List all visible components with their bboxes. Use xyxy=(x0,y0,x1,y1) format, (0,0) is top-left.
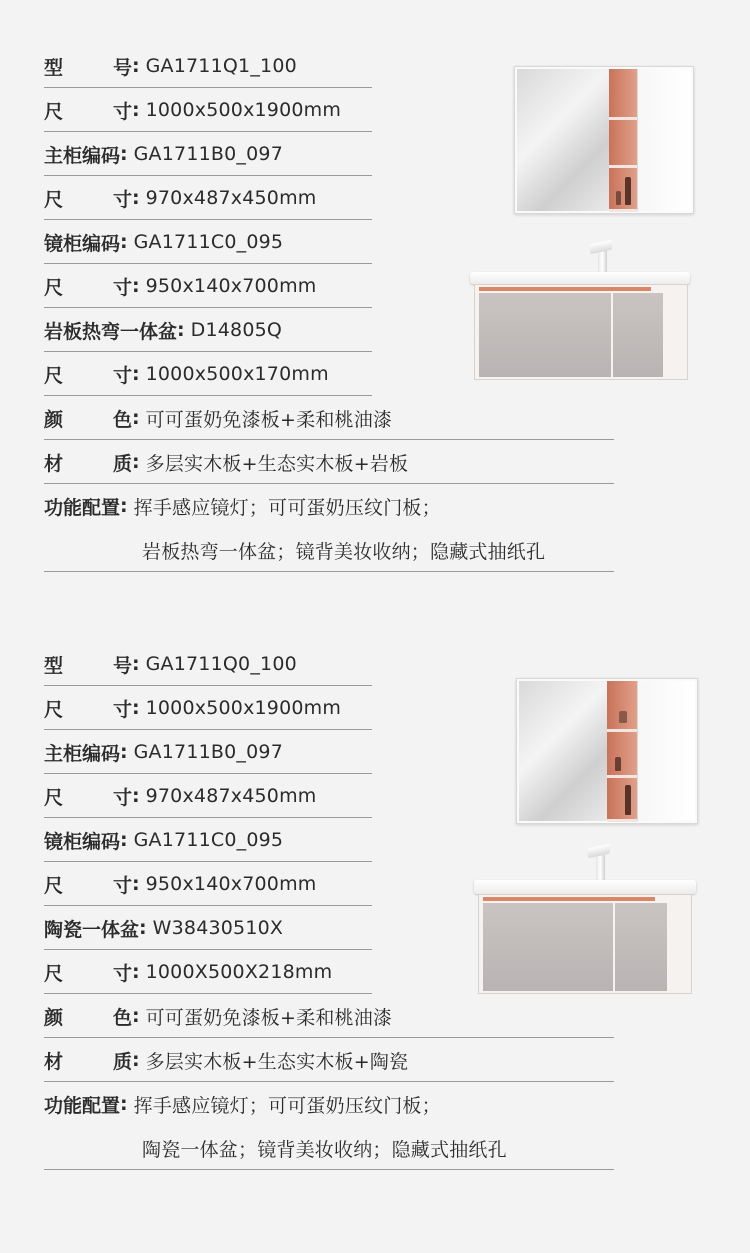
spec-value: 可可蛋奶免漆板+柔和桃油漆 xyxy=(145,408,393,431)
spec-label: 尺 寸 xyxy=(44,100,132,123)
spec-label: 型 号 xyxy=(44,56,132,79)
spec-label: 尺 寸 xyxy=(44,962,132,985)
spec-label: 尺 寸 xyxy=(44,698,132,721)
spec-row-size: 尺 寸 : 950x140x700mm xyxy=(44,264,317,308)
spec-label: 尺 寸 xyxy=(44,276,132,299)
spec-value: 1000x500x170mm xyxy=(145,363,329,385)
spec-value: 970x487x450mm xyxy=(145,785,317,807)
spec-row-size: 尺 寸 : 1000x500x1900mm xyxy=(44,686,341,730)
spec-value: 多层实木板+生态实木板+陶瓷 xyxy=(145,1050,409,1073)
product-image-vanity-1 xyxy=(470,66,710,386)
spec-row-main-cabinet-code: 主柜编码 : GA1711B0_097 xyxy=(44,730,283,774)
spec-row-size: 尺 寸 : 1000x500x1900mm xyxy=(44,88,341,132)
spec-row-size: 尺 寸 : 950x140x700mm xyxy=(44,862,317,906)
spec-row-size: 尺 寸 : 970x487x450mm xyxy=(44,774,317,818)
spec-value: 多层实木板+生态实木板+岩板 xyxy=(145,452,409,475)
spec-label: 材 质 xyxy=(44,1050,132,1073)
spec-label: 功能配置 xyxy=(44,496,121,519)
product-image-vanity-2 xyxy=(474,678,714,998)
spec-value: 1000x500x1900mm xyxy=(145,697,342,719)
spec-label: 岩板热弯一体盆 xyxy=(44,320,178,343)
spec-value: 挥手感应镜灯；可可蛋奶压纹门板； xyxy=(133,496,441,519)
spec-value: W38430510X xyxy=(152,917,284,939)
mirror-cabinet xyxy=(516,678,698,824)
spec-label: 颜 色 xyxy=(44,408,132,431)
spec-row-model: 型 号 : GA1711Q1_100 xyxy=(44,44,297,88)
spec-row-basin: 陶瓷一体盆 : W38430510X xyxy=(44,906,283,950)
spec-value: 可可蛋奶免漆板+柔和桃油漆 xyxy=(145,1006,393,1029)
spec-row-mirror-cabinet-code: 镜柜编码 : GA1711C0_095 xyxy=(44,220,283,264)
spec-value: 950x140x700mm xyxy=(145,275,317,297)
spec-value: 950x140x700mm xyxy=(145,873,317,895)
spec-label: 功能配置 xyxy=(44,1094,121,1117)
spec-row-basin: 岩板热弯一体盆 : D14805Q xyxy=(44,308,282,352)
spec-value: 挥手感应镜灯；可可蛋奶压纹门板； xyxy=(133,1094,441,1117)
spec-row-material: 材 质 : 多层实木板+生态实木板+陶瓷 xyxy=(44,1038,408,1082)
spec-label: 尺 寸 xyxy=(44,188,132,211)
spec-label: 尺 寸 xyxy=(44,364,132,387)
spec-value: GA1711Q1_100 xyxy=(145,55,297,77)
spec-value: GA1711C0_095 xyxy=(133,829,284,851)
spec-features-continuation: 陶瓷一体盆；镜背美妆收纳；隐藏式抽纸孔 xyxy=(142,1126,507,1170)
spec-label: 型 号 xyxy=(44,654,132,677)
main-cabinet xyxy=(478,894,692,994)
main-cabinet xyxy=(474,284,688,380)
spec-row-features: 功能配置 : 挥手感应镜灯；可可蛋奶压纹门板； xyxy=(44,1082,441,1126)
spec-label: 主柜编码 xyxy=(44,144,121,167)
countertop xyxy=(470,272,690,284)
spec-label: 颜 色 xyxy=(44,1006,132,1029)
spec-label: 材 质 xyxy=(44,452,132,475)
spec-label: 尺 寸 xyxy=(44,786,132,809)
spec-row-size: 尺 寸 : 1000X500X218mm xyxy=(44,950,332,994)
spec-row-model: 型 号 : GA1711Q0_100 xyxy=(44,642,297,686)
spec-row-features: 功能配置 : 挥手感应镜灯；可可蛋奶压纹门板； xyxy=(44,484,441,528)
spec-row-mirror-cabinet-code: 镜柜编码 : GA1711C0_095 xyxy=(44,818,283,862)
spec-label: 主柜编码 xyxy=(44,742,121,765)
spec-label: 镜柜编码 xyxy=(44,830,121,853)
spec-value: 1000x500x1900mm xyxy=(145,99,342,121)
spec-value: 970x487x450mm xyxy=(145,187,317,209)
spec-row-material: 材 质 : 多层实木板+生态实木板+岩板 xyxy=(44,440,408,484)
countertop xyxy=(474,880,696,894)
spec-row-size: 尺 寸 : 1000x500x170mm xyxy=(44,352,329,396)
spec-value: GA1711B0_097 xyxy=(133,143,283,165)
spec-row-size: 尺 寸 : 970x487x450mm xyxy=(44,176,317,220)
spec-label: 尺 寸 xyxy=(44,874,132,897)
spec-value: 1000X500X218mm xyxy=(145,961,333,983)
spec-row-color: 颜 色 : 可可蛋奶免漆板+柔和桃油漆 xyxy=(44,396,392,440)
spec-value: GA1711C0_095 xyxy=(133,231,284,253)
spec-row-main-cabinet-code: 主柜编码 : GA1711B0_097 xyxy=(44,132,283,176)
spec-value: GA1711B0_097 xyxy=(133,741,283,763)
spec-row-color: 颜 色 : 可可蛋奶免漆板+柔和桃油漆 xyxy=(44,994,392,1038)
spec-value: D14805Q xyxy=(190,319,283,341)
spec-value: GA1711Q0_100 xyxy=(145,653,297,675)
mirror-cabinet xyxy=(514,66,694,214)
spec-label: 陶瓷一体盆 xyxy=(44,918,140,941)
spec-label: 镜柜编码 xyxy=(44,232,121,255)
spec-features-continuation: 岩板热弯一体盆；镜背美妆收纳；隐藏式抽纸孔 xyxy=(142,528,545,572)
